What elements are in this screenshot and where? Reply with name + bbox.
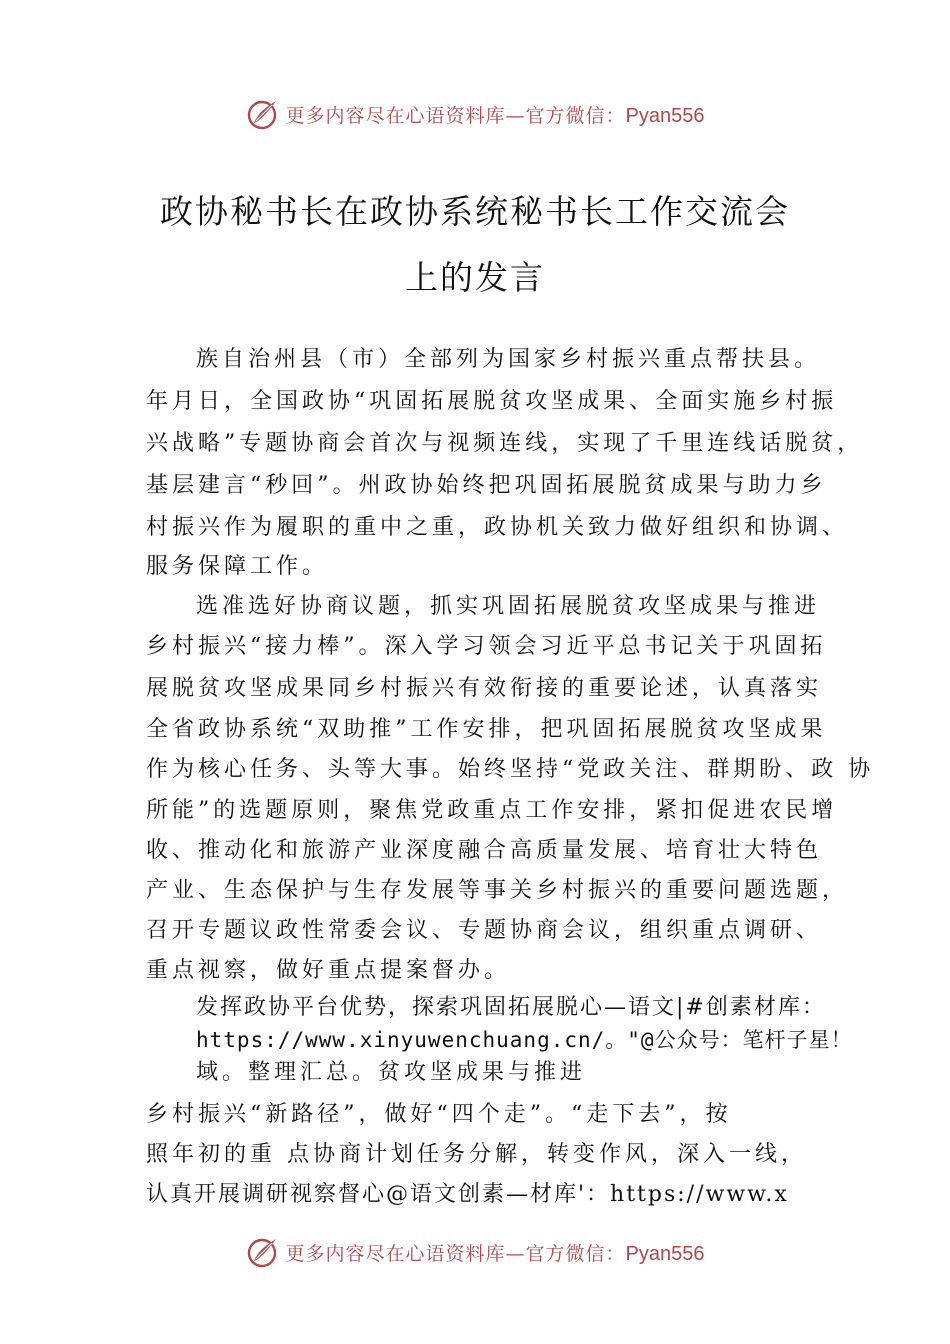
banner-text: 更多内容尽在心语资料库—官方微信：Pyan556 <box>285 1242 705 1265</box>
body-line: 域。整理汇总。贫攻坚成果与推进 <box>196 1060 587 1085</box>
body-line-url: https://www.xinyuwenchuang.cn/。"@公众号：笔杆子星！ <box>196 1028 853 1052</box>
body-line: 展脱贫攻坚成果同乡村振兴有效衔接的重要论述，认真落实 <box>146 676 823 701</box>
body-line: 族自治州县（市）全部列为国家乡村振兴重点帮扶县。 <box>196 347 821 372</box>
leaf-pen-logo-icon <box>246 1235 280 1269</box>
body-line: 产业、生态保护与生存发展等事关乡村振兴的重要问题选题， <box>146 878 849 903</box>
body-line: 服务保障工作。 <box>146 554 329 579</box>
body-line: 发挥政协平台优势，探索巩固拓展脱心—语文|#创素材库： <box>196 995 826 1020</box>
body-line: 召开专题议政性常委会议、专题协商会议，组织重点调研、 <box>146 918 823 943</box>
body-line: 全省政协系统“双助推”工作安排，把巩固拓展脱贫攻坚成果 <box>146 717 827 742</box>
body-line: 兴战略”专题协商会首次与视频连线，实现了千里连线话脱贫， <box>146 431 864 456</box>
document-title-line-2: 上的发言 <box>405 258 545 297</box>
footer-banner <box>0 1232 950 1272</box>
banner-text: 更多内容尽在心语资料库—官方微信：Pyan556 <box>285 104 705 127</box>
body-line: 重点视察，做好重点提案督办。 <box>146 958 511 983</box>
wechat-id: Pyan556 <box>625 104 705 127</box>
leaf-pen-logo-icon <box>246 97 280 131</box>
body-line: 乡村振兴“新路径”，做好“四个走”。“走下去”，按 <box>146 1102 732 1127</box>
header-banner <box>0 94 950 134</box>
document-title-line-1: 政协秘书长在政协系统秘书长工作交流会 <box>160 192 790 231</box>
body-line: 照年初的重 点协商计划任务分解，转变作风，深入一线， <box>146 1142 807 1167</box>
body-line: 选准选好协商议题，抓实巩固拓展脱贫攻坚成果与推进 <box>196 594 821 619</box>
body-line: 认真开展调研视察督心@语文创素—材库'：https://www.x <box>146 1182 789 1207</box>
body-line: 所能”的选题原则，聚焦党政重点工作安排，紧扣促进农民增 <box>146 798 838 823</box>
wechat-id: Pyan556 <box>625 1242 705 1265</box>
body-line: 村振兴作为履职的重中之重，政协机关致力做好组织和协调、 <box>146 515 849 540</box>
body-line: 收、推动化和旅游产业深度融合高质量发展、培育壮大特色 <box>146 838 823 863</box>
body-line: 作为核心任务、头等大事。始终坚持“党政关注、群期盼、政 协 <box>146 757 875 782</box>
body-line: 乡村振兴“接力棒”。深入学习领会习近平总书记关于巩固拓 <box>146 634 827 659</box>
body-line: 年月日，全国政协“巩固拓展脱贫攻坚成果、全面实施乡村振 <box>146 389 838 414</box>
body-line: 基层建言“秒回”。州政协始终把巩固拓展脱贫成果与助力乡 <box>146 473 827 498</box>
